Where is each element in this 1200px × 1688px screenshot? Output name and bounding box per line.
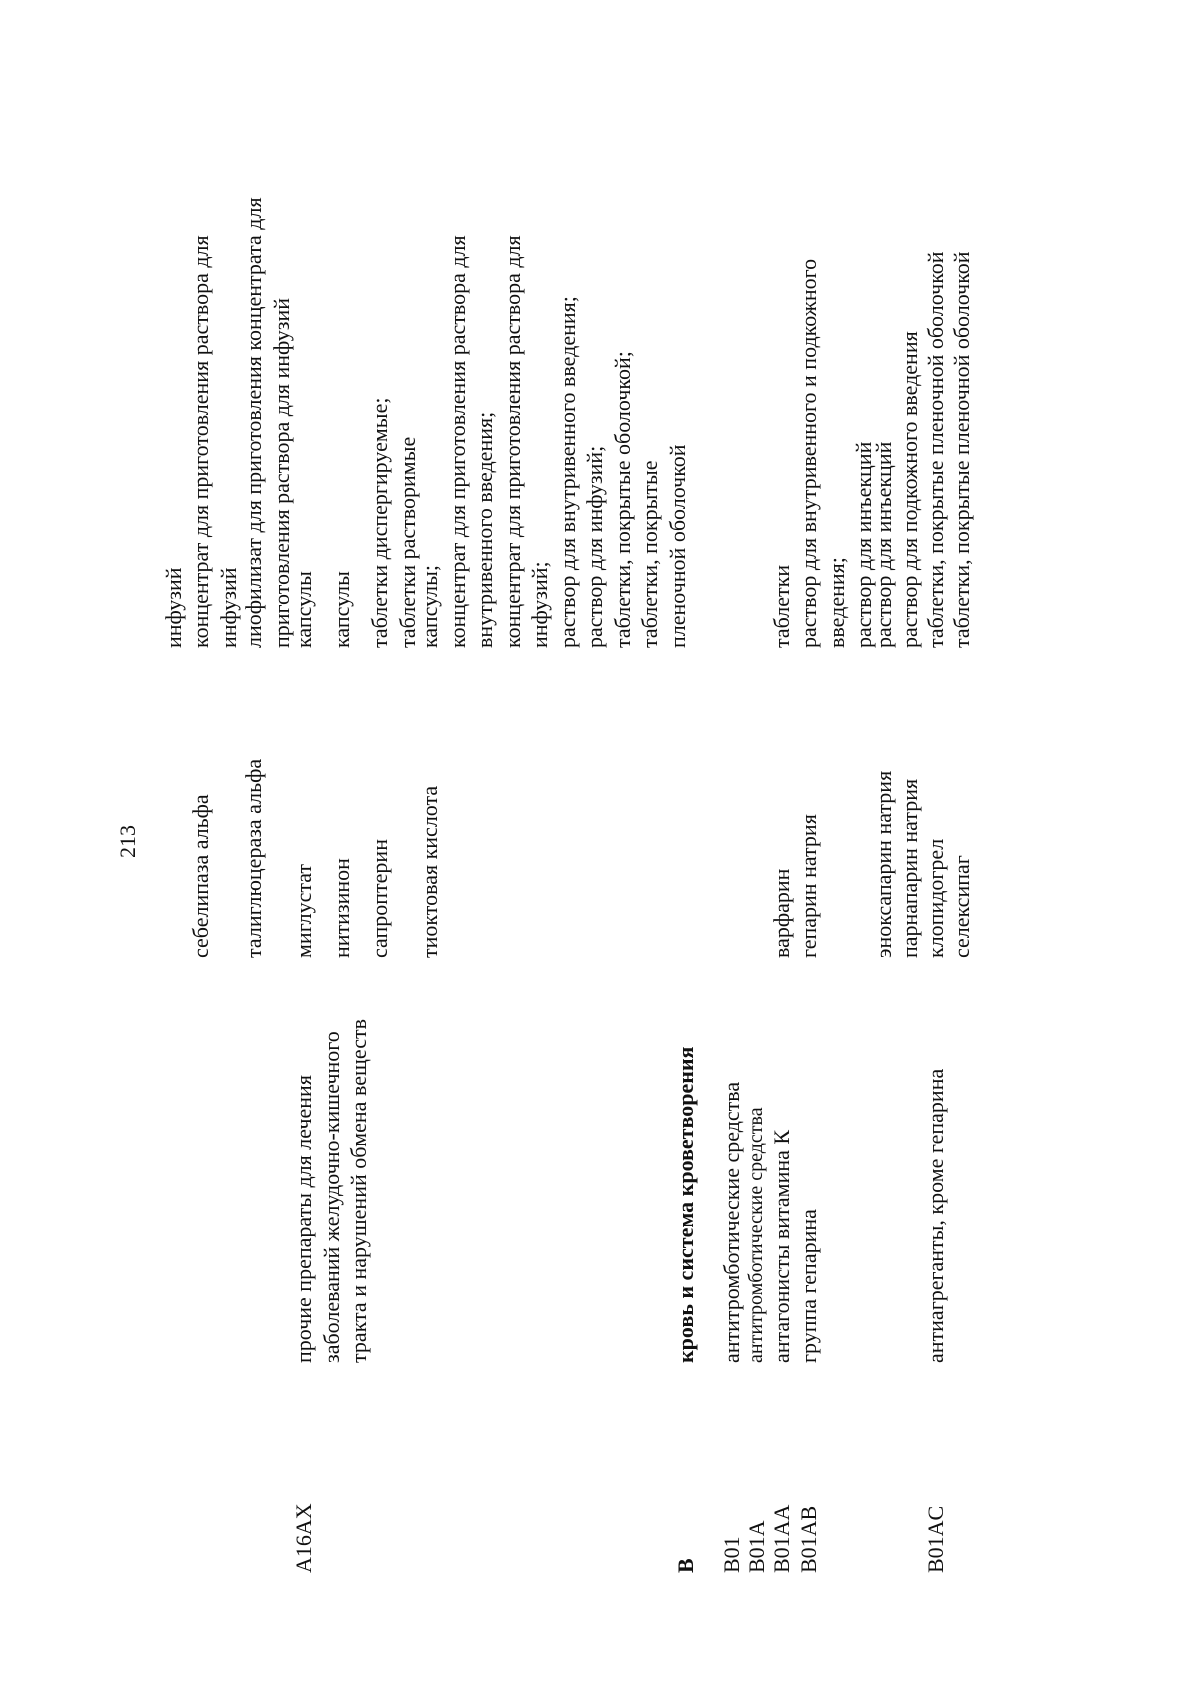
page-number: 213 (115, 825, 140, 858)
dosage-form-line: таблетки, покрытые (637, 460, 662, 648)
drug-name-cell (768, 698, 796, 958)
drug-name: себелипаза альфа (188, 794, 213, 958)
drug-name: гепарин натрия (796, 814, 821, 958)
group-name-cell (795, 973, 823, 1363)
dosage-form-line: инфузий (161, 567, 186, 648)
group-name-line: кровь и система кроветворения (673, 1046, 698, 1363)
dosage-form-line: концентрат для приготовления раствора для (188, 235, 213, 648)
dosage-form-line: концентрат для приготовления раствора для (444, 235, 470, 648)
dosage-form-line: таблетки, покрытые оболочкой; (609, 351, 635, 648)
dosage-forms-cell (768, 128, 796, 648)
dosage-form-line: раствор для внутривенного введения; (554, 296, 580, 648)
drug-name-cell (187, 698, 215, 958)
dosage-form-line: инфузий (215, 567, 241, 648)
drug-name: эноксапарин натрия (871, 770, 896, 958)
dosage-form-line: инфузий; (527, 561, 552, 648)
group-name-line: антагонисты витамина К (769, 1129, 794, 1363)
group-name-cell (768, 973, 796, 1363)
dosage-form-line: введения; (823, 557, 849, 648)
drug-name: парнапарин натрия (897, 778, 922, 958)
dosage-form-line: раствор для подкожного введения (897, 331, 922, 648)
atc-code: A16AX (291, 1503, 316, 1573)
dosage-form-line: пленочной оболочкой (664, 444, 690, 648)
atc-code: B01AC (923, 1505, 948, 1573)
group-name-cell (743, 973, 771, 1363)
drug-name: варфарин (769, 868, 794, 958)
drug-name: клопидогрел (923, 838, 948, 958)
dosage-form-line: таблетки растворимые (394, 436, 420, 648)
group-name-cell (922, 973, 950, 1363)
dosage-form-line: приготовления раствора для инфузий (268, 298, 294, 648)
dosage-forms-cell (795, 128, 878, 648)
group-name-line: антитромботические средства (719, 1081, 744, 1363)
dosage-form-line: внутривенного введения; (472, 411, 497, 648)
drug-name-cell (240, 698, 268, 958)
drug-name: талиглюцераза альфа (241, 758, 266, 958)
dosage-form-line: капсулы; (417, 565, 442, 648)
dosage-forms-cell (870, 128, 898, 648)
dosage-forms-cell (187, 128, 242, 648)
group-name-line: заболеваний желудочно-кишечного (318, 1031, 344, 1363)
dosage-form-line: капсулы (291, 571, 316, 648)
group-name-line: антиагреганты, кроме гепарина (923, 1068, 948, 1363)
dosage-form-line: капсулы (329, 571, 354, 648)
atc-code: B01A (744, 1520, 769, 1573)
group-name-line: антитромботические средства (745, 1107, 767, 1363)
dosage-form-line: таблетки, покрытые пленочной оболочкой (949, 251, 974, 648)
drug-name-cell (795, 698, 823, 958)
dosage-forms-cell (240, 128, 295, 648)
drug-name-cell (328, 698, 356, 958)
dosage-form-line: таблетки диспергируемые; (367, 397, 392, 648)
atc-code: B01AA (769, 1504, 794, 1573)
drug-name-cell (870, 698, 898, 958)
dosage-form-line: раствор для инъекций (871, 441, 896, 648)
atc-code: B (673, 1558, 698, 1573)
group-name-line: группа гепарина (796, 1209, 821, 1363)
drug-name-cell (948, 698, 976, 958)
dosage-forms-cell (948, 128, 976, 648)
group-name-line: тракта и нарушений обмена веществ (346, 1019, 371, 1363)
drug-name-cell (290, 698, 318, 958)
dosage-forms-cell (416, 128, 691, 648)
group-name-cell (290, 973, 373, 1363)
drug-name-cell (366, 698, 394, 958)
drug-name-cell (416, 698, 444, 958)
drug-name: селексипаг (949, 855, 974, 958)
drug-name-cell (922, 698, 950, 958)
dosage-form-line: раствор для внутривенного и подкожного (796, 258, 821, 648)
dosage-form-line: раствор для инъекций (851, 441, 876, 648)
drug-name-cell (896, 698, 924, 958)
group-name-cell (718, 973, 746, 1363)
group-name-line: прочие препараты для лечения (291, 1075, 316, 1363)
dosage-form-line: раствор для инфузий; (582, 445, 607, 648)
dosage-form-line: таблетки, покрытые пленочной оболочкой (923, 251, 948, 648)
atc-code: B01AB (796, 1505, 821, 1573)
dosage-forms-cell (328, 128, 356, 648)
dosage-forms-cell (922, 128, 950, 648)
drug-name: нитизинон (329, 858, 354, 958)
dosage-form-line: концентрат для приготовления раствора для (499, 235, 525, 648)
dosage-form-line: таблетки (769, 564, 794, 648)
dosage-forms-cell (160, 128, 188, 648)
drug-name: сапроптерин (367, 839, 392, 958)
dosage-form-line: лиофилизат для приготовления концентрата для (241, 197, 266, 648)
drug-name: тиоктовая кислота (417, 785, 442, 958)
drug-name: миглустат (291, 863, 316, 958)
atc-code: B01 (719, 1536, 744, 1573)
dosage-forms-cell (896, 128, 924, 648)
group-name-cell (672, 973, 700, 1363)
dosage-forms-cell (290, 128, 318, 648)
dosage-forms-cell (366, 128, 421, 648)
